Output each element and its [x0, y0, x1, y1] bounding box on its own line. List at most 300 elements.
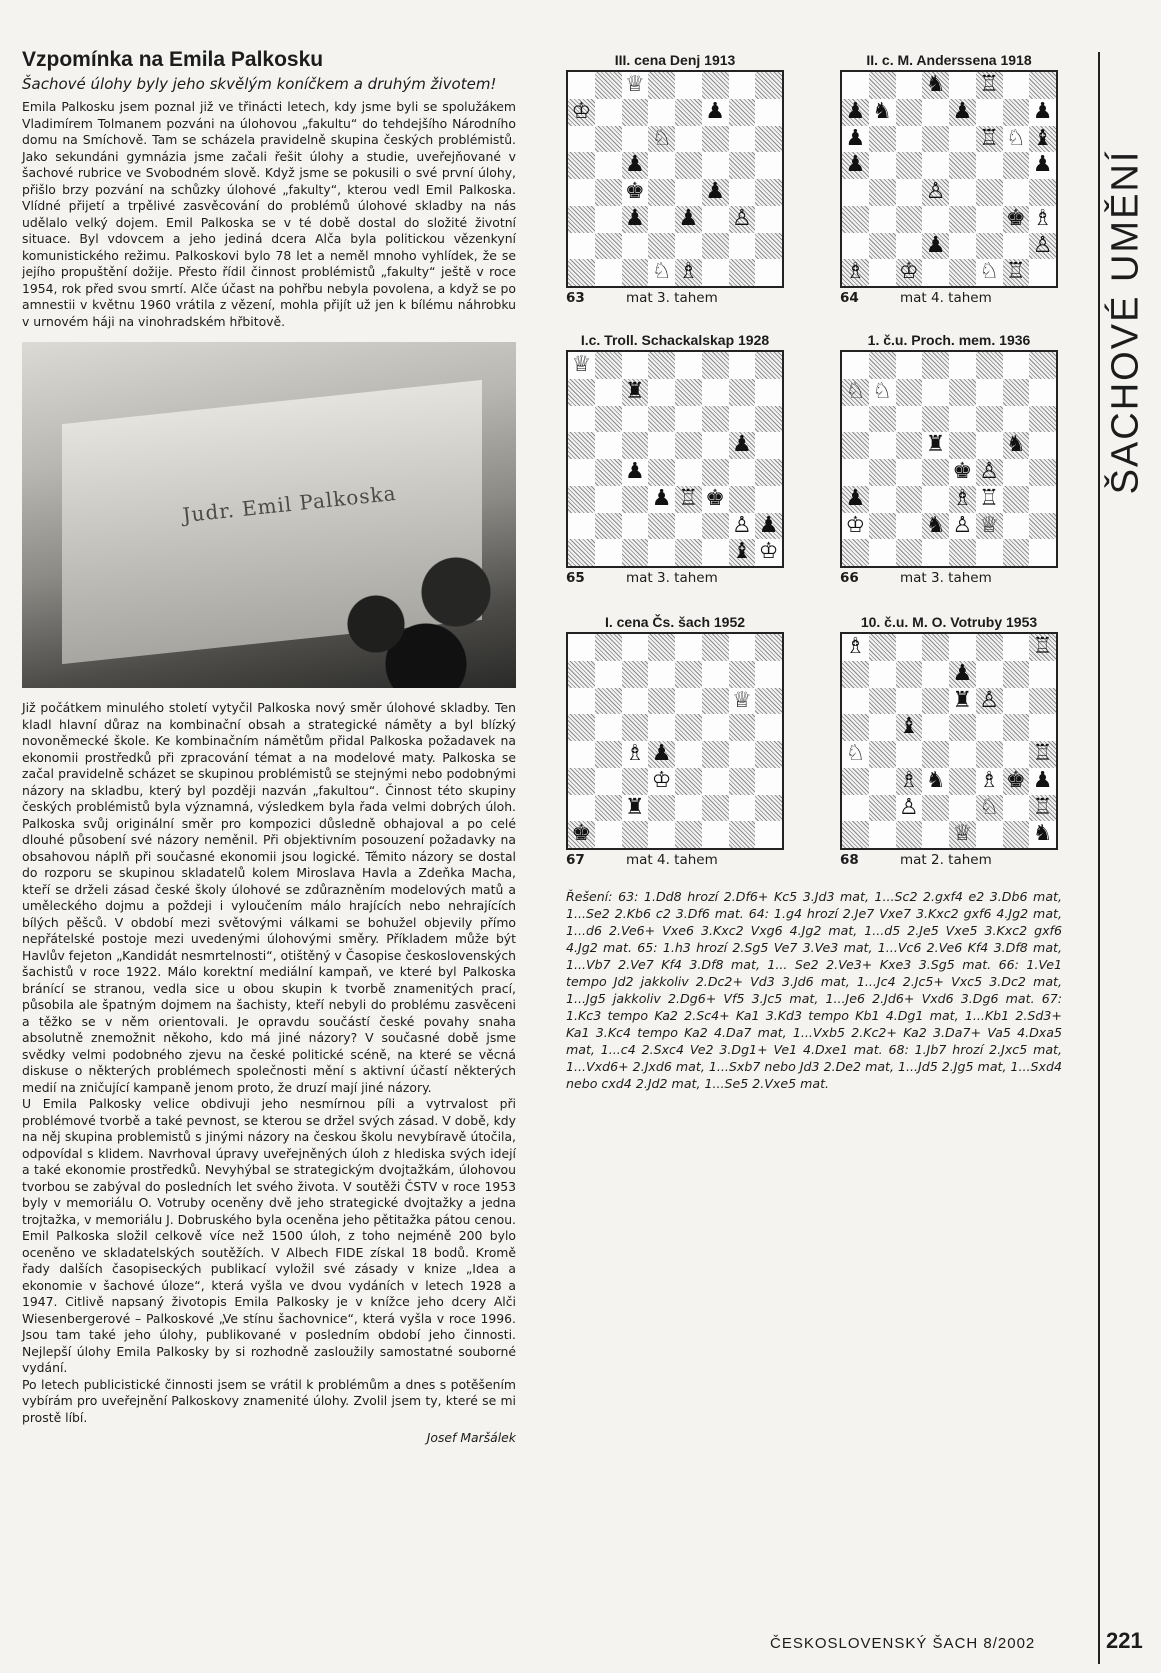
board-square [922, 432, 949, 459]
board-square [648, 634, 675, 661]
board-square [1029, 126, 1056, 153]
board-square [976, 688, 1003, 715]
board-square [842, 126, 869, 153]
board-square [842, 99, 869, 126]
board-square [595, 206, 622, 233]
board-square [568, 206, 595, 233]
puzzle-68 [840, 612, 1058, 870]
board-square [842, 486, 869, 513]
board-square [869, 539, 896, 566]
board-square [922, 486, 949, 513]
board-square [896, 352, 923, 379]
foliage [316, 528, 516, 688]
board-square [949, 259, 976, 286]
board-square [842, 233, 869, 260]
board-square [896, 459, 923, 486]
board-square [869, 152, 896, 179]
puzzle-title: I. cena Čs. šach 1952 [604, 614, 746, 630]
board-square [702, 432, 729, 459]
board-square [622, 513, 649, 540]
article-subtitle: Šachové úlohy byly jeho skvělým koníčkem a druhým životem! [22, 75, 497, 93]
board-square [869, 179, 896, 206]
board-square [595, 233, 622, 260]
section-divider [1098, 52, 1100, 1664]
board-square [1003, 486, 1030, 513]
board-square [755, 768, 782, 795]
board-square [896, 206, 923, 233]
board-square [648, 233, 675, 260]
board-square [949, 72, 976, 99]
board-square [1029, 768, 1056, 795]
board-square [648, 379, 675, 406]
board-square [595, 352, 622, 379]
board-square [842, 352, 869, 379]
board-square [755, 352, 782, 379]
board-square [675, 99, 702, 126]
board-square [675, 233, 702, 260]
article-author: Josef Maršálek [426, 1430, 516, 1445]
board-square [949, 152, 976, 179]
board-square [729, 233, 756, 260]
white-bishop-icon: ♗ [845, 259, 866, 285]
white-bishop-icon: ♗ [979, 767, 999, 793]
board-square [595, 406, 622, 433]
board-square [922, 126, 949, 153]
board-square [896, 152, 923, 179]
article-paragraph: U Emila Palkosky velice obdivuji jeho nesmírnou píli a vytrvalost při problémové tvorbě a také pevnost, se kterou se držel svých zásad. V době, kdy na něj skupina problemistů s jinými názory na českou školu nevybíravě útočila, odpovídal s klidem. Navrhoval úpravy uveřejněných úloh z hlediska svých idejí a také ekonomie prostředků. Nevyhýbal se strategickým dvojtažkám, úlohovou tvorbou se zabýval do posledních let svého života. V soutěži ČSTV v roce 1953 byly v memoriálu O. Votruby oceněny dvě jeho strategické dvojtažky a jedna trojtažka, v memoriálu J. Dobruského byla oceněna jeho pětitažka pátou cenou. Emil Palkoska složil celkově více než 1500 úloh, z toho nejméně 200 bylo oceněno ve skladatelských soutěžích. V Albech FIDE získal 18 bodů. Kromě řady dalších časopiseckých publikací vyložil své zásady v knize „Idea a ekonomie v šachové úloze“, která vyšla ve dvou vydáních v letech 1928 a 1947. Citlivě napsaný životopis Emila Palkosky je v knížce jeho dcery Alči Wiesenbergerové – Palkoskové „Ve stínu šachovnice“, která vyšla v roce 1996. Jsou tam také jeho úlohy, publikované v posledním období jeho činnosti. Nejlepší úlohy Emila Palkosky by si rozhodně zasloužily samostatné souborné vydání. [22, 1096, 516, 1375]
board-square [648, 539, 675, 566]
board-square [648, 179, 675, 206]
board-square [1029, 539, 1056, 566]
board-square [648, 795, 675, 822]
solutions-label: Řešení: [566, 889, 613, 904]
board-square [729, 432, 756, 459]
black-knight-icon: ♞ [925, 72, 946, 97]
board-square [1029, 99, 1056, 126]
board-square [675, 688, 702, 715]
board-square [622, 259, 649, 286]
white-queen-icon: ♕ [979, 512, 999, 538]
board-square [595, 714, 622, 741]
puzzle-stipulation: mat 4. tahem [626, 852, 718, 868]
white-rook-icon: ♖ [678, 485, 699, 511]
board-square [675, 72, 702, 99]
white-queen-icon: ♕ [952, 821, 973, 847]
board-square [755, 379, 782, 406]
board-square [755, 714, 782, 741]
gravestone-photo [22, 342, 516, 688]
solutions-text [566, 888, 1062, 1092]
board-square [595, 821, 622, 848]
white-bishop-icon: ♗ [952, 485, 973, 511]
white-rook-icon: ♖ [1032, 634, 1053, 659]
white-king-icon: ♔ [758, 539, 779, 565]
white-queen-icon: ♕ [625, 72, 645, 97]
board-square [568, 634, 595, 661]
board-square [976, 634, 1003, 661]
white-pawn-icon: ♙ [899, 794, 919, 820]
board-square [622, 539, 649, 566]
board-square [1003, 634, 1030, 661]
board-square [896, 406, 923, 433]
puzzle-64 [840, 50, 1058, 308]
black-pawn-icon: ♟ [845, 98, 866, 124]
board-square [949, 688, 976, 715]
black-pawn-icon: ♟ [678, 205, 699, 231]
board-square [568, 821, 595, 848]
board-square [976, 206, 1003, 233]
black-pawn-icon: ♟ [1032, 98, 1053, 124]
board-square [702, 126, 729, 153]
puzzle-caption [840, 288, 1058, 308]
black-rook-icon: ♜ [625, 794, 645, 820]
board-square [729, 352, 756, 379]
white-pawn-icon: ♙ [979, 459, 999, 484]
black-knight-icon: ♞ [925, 767, 946, 793]
board-square [1029, 688, 1056, 715]
puzzle-63 [566, 50, 784, 308]
puzzle-number: 63 [566, 290, 585, 306]
board-square [755, 821, 782, 848]
board-square [976, 126, 1003, 153]
board-square [1003, 406, 1030, 433]
board-square [729, 72, 756, 99]
board-square [896, 688, 923, 715]
black-bishop-icon: ♝ [732, 539, 752, 565]
board-square [949, 406, 976, 433]
puzzle-title: I.c. Troll. Schackalskap 1928 [580, 332, 770, 348]
board-square [896, 634, 923, 661]
board-square [842, 513, 869, 540]
board-square [1003, 513, 1030, 540]
chess-board [840, 350, 1058, 568]
board-square [702, 233, 729, 260]
board-square [976, 352, 1003, 379]
board-square [568, 795, 595, 822]
board-square [842, 661, 869, 688]
board-square [568, 661, 595, 688]
puzzle-title: III. cena Denj 1913 [614, 52, 736, 68]
board-square [976, 661, 1003, 688]
black-knight-icon: ♞ [1032, 821, 1053, 847]
black-pawn-icon: ♟ [845, 125, 866, 151]
black-knight-icon: ♞ [872, 98, 892, 124]
board-square [595, 152, 622, 179]
board-square [1029, 486, 1056, 513]
white-knight-icon: ♘ [1006, 125, 1026, 151]
board-square [922, 661, 949, 688]
board-square [622, 379, 649, 406]
board-square [622, 634, 649, 661]
board-square [922, 72, 949, 99]
board-square [568, 539, 595, 566]
board-square [1029, 459, 1056, 486]
board-square [702, 259, 729, 286]
board-square [1003, 179, 1030, 206]
board-square [1029, 352, 1056, 379]
board-square [568, 379, 595, 406]
board-square [702, 741, 729, 768]
board-square [842, 714, 869, 741]
board-square [622, 406, 649, 433]
black-king-icon: ♚ [952, 459, 973, 484]
board-square [702, 821, 729, 848]
board-square [1003, 99, 1030, 126]
board-square [568, 486, 595, 513]
board-square [842, 459, 869, 486]
black-pawn-icon: ♟ [758, 512, 779, 538]
chess-board [566, 350, 784, 568]
board-square [755, 179, 782, 206]
board-square [648, 406, 675, 433]
white-king-icon: ♔ [845, 512, 866, 538]
board-square [729, 126, 756, 153]
board-square [568, 233, 595, 260]
board-square [842, 688, 869, 715]
chess-board [566, 70, 784, 288]
board-square [675, 513, 702, 540]
puzzle-caption [840, 850, 1058, 870]
board-square [755, 486, 782, 513]
board-square [842, 768, 869, 795]
board-square [755, 795, 782, 822]
board-square [896, 513, 923, 540]
white-rook-icon: ♖ [979, 125, 999, 151]
board-square [896, 72, 923, 99]
board-square [949, 352, 976, 379]
white-pawn-icon: ♙ [732, 205, 752, 231]
board-square [595, 688, 622, 715]
board-square [648, 152, 675, 179]
black-rook-icon: ♜ [625, 378, 645, 404]
board-square [869, 352, 896, 379]
board-square [648, 99, 675, 126]
puzzle-number: 66 [840, 570, 859, 586]
board-square [702, 795, 729, 822]
board-square [568, 352, 595, 379]
black-king-icon: ♚ [1006, 767, 1026, 793]
black-pawn-icon: ♟ [1032, 152, 1053, 178]
board-square [702, 661, 729, 688]
board-square [922, 459, 949, 486]
board-square [1003, 795, 1030, 822]
board-square [896, 179, 923, 206]
board-square [1003, 741, 1030, 768]
board-square [729, 795, 756, 822]
board-square [842, 821, 869, 848]
board-square [949, 99, 976, 126]
black-pawn-icon: ♟ [705, 98, 725, 124]
board-square [976, 99, 1003, 126]
board-square [976, 179, 1003, 206]
board-square [648, 821, 675, 848]
board-square [702, 459, 729, 486]
black-bishop-icon: ♝ [899, 714, 919, 740]
white-pawn-icon: ♙ [952, 512, 973, 538]
black-knight-icon: ♞ [925, 512, 946, 538]
board-square [949, 432, 976, 459]
board-square [622, 486, 649, 513]
section-title: ŠACHOVÉ UMĚNÍ [1104, 149, 1147, 495]
board-square [568, 406, 595, 433]
board-square [896, 99, 923, 126]
board-square [1029, 233, 1056, 260]
board-square [1003, 259, 1030, 286]
board-square [869, 126, 896, 153]
board-square [648, 741, 675, 768]
board-square [729, 379, 756, 406]
white-bishop-icon: ♗ [678, 259, 699, 285]
board-square [702, 714, 729, 741]
board-square [675, 821, 702, 848]
board-square [896, 259, 923, 286]
white-rook-icon: ♖ [1006, 259, 1026, 285]
board-square [675, 126, 702, 153]
gravestone-inscription: Judr. Emil Palkoska [181, 480, 398, 528]
board-square [976, 233, 1003, 260]
puzzle-66 [840, 330, 1058, 588]
board-square [648, 768, 675, 795]
board-square [755, 459, 782, 486]
white-queen-icon: ♕ [732, 687, 752, 713]
board-square [896, 714, 923, 741]
board-square [842, 406, 869, 433]
board-square [922, 99, 949, 126]
board-square [568, 741, 595, 768]
white-rook-icon: ♖ [1032, 741, 1053, 766]
board-square [1029, 406, 1056, 433]
board-square [729, 152, 756, 179]
board-square [755, 233, 782, 260]
puzzle-65 [566, 330, 784, 588]
board-square [1029, 634, 1056, 661]
puzzle-number: 68 [840, 852, 859, 868]
board-square [976, 714, 1003, 741]
board-square [842, 634, 869, 661]
board-square [702, 72, 729, 99]
board-square [729, 539, 756, 566]
board-square [842, 432, 869, 459]
board-square [568, 688, 595, 715]
board-square [622, 741, 649, 768]
board-square [622, 126, 649, 153]
white-king-icon: ♔ [571, 98, 592, 124]
board-square [869, 513, 896, 540]
board-square [755, 432, 782, 459]
board-square [1003, 152, 1030, 179]
board-square [922, 206, 949, 233]
board-square [1003, 768, 1030, 795]
board-square [622, 99, 649, 126]
white-king-icon: ♔ [899, 259, 919, 285]
board-square [702, 179, 729, 206]
chess-board [566, 632, 784, 850]
board-square [568, 432, 595, 459]
board-square [1003, 661, 1030, 688]
board-square [755, 741, 782, 768]
board-square [1003, 432, 1030, 459]
puzzle-caption [840, 568, 1058, 588]
puzzle-number: 67 [566, 852, 585, 868]
board-square [755, 513, 782, 540]
board-square [595, 634, 622, 661]
black-pawn-icon: ♟ [625, 459, 645, 484]
puzzle-caption [566, 850, 784, 870]
board-square [648, 486, 675, 513]
board-square [729, 206, 756, 233]
board-square [729, 741, 756, 768]
black-rook-icon: ♜ [925, 432, 946, 458]
board-square [1029, 821, 1056, 848]
board-square [622, 768, 649, 795]
board-square [675, 406, 702, 433]
board-square [729, 688, 756, 715]
board-square [755, 688, 782, 715]
board-square [702, 634, 729, 661]
board-square [755, 126, 782, 153]
section-header [1102, 62, 1150, 582]
board-square [842, 741, 869, 768]
white-knight-icon: ♘ [979, 794, 999, 820]
board-square [842, 206, 869, 233]
black-king-icon: ♚ [625, 179, 645, 204]
board-square [949, 821, 976, 848]
board-square [595, 459, 622, 486]
board-square [976, 72, 1003, 99]
board-square [675, 179, 702, 206]
board-square [675, 432, 702, 459]
board-square [842, 179, 869, 206]
board-square [922, 259, 949, 286]
board-square [648, 259, 675, 286]
board-square [949, 233, 976, 260]
board-square [1029, 795, 1056, 822]
board-square [976, 406, 1003, 433]
puzzle-stipulation: mat 2. tahem [900, 852, 992, 868]
board-square [675, 768, 702, 795]
board-square [869, 233, 896, 260]
board-square [595, 539, 622, 566]
board-square [568, 126, 595, 153]
puzzle-stipulation: mat 3. tahem [626, 290, 718, 306]
board-square [949, 126, 976, 153]
board-square [842, 259, 869, 286]
board-square [702, 99, 729, 126]
board-square [922, 233, 949, 260]
white-rook-icon: ♖ [1032, 794, 1053, 820]
board-square [755, 206, 782, 233]
board-square [1029, 179, 1056, 206]
board-square [702, 768, 729, 795]
board-square [675, 661, 702, 688]
board-square [648, 688, 675, 715]
board-square [949, 768, 976, 795]
board-square [568, 152, 595, 179]
article-title: Vzpomínka na Emila Palkosku [22, 48, 324, 71]
page-number: 221 [1106, 1628, 1143, 1653]
white-knight-icon: ♘ [872, 378, 892, 404]
board-square [702, 539, 729, 566]
board-square [648, 126, 675, 153]
puzzle-stipulation: mat 3. tahem [900, 570, 992, 586]
board-square [1029, 259, 1056, 286]
board-square [595, 259, 622, 286]
board-square [595, 486, 622, 513]
white-knight-icon: ♘ [845, 741, 866, 766]
board-square [922, 539, 949, 566]
board-square [1029, 72, 1056, 99]
board-square [755, 99, 782, 126]
